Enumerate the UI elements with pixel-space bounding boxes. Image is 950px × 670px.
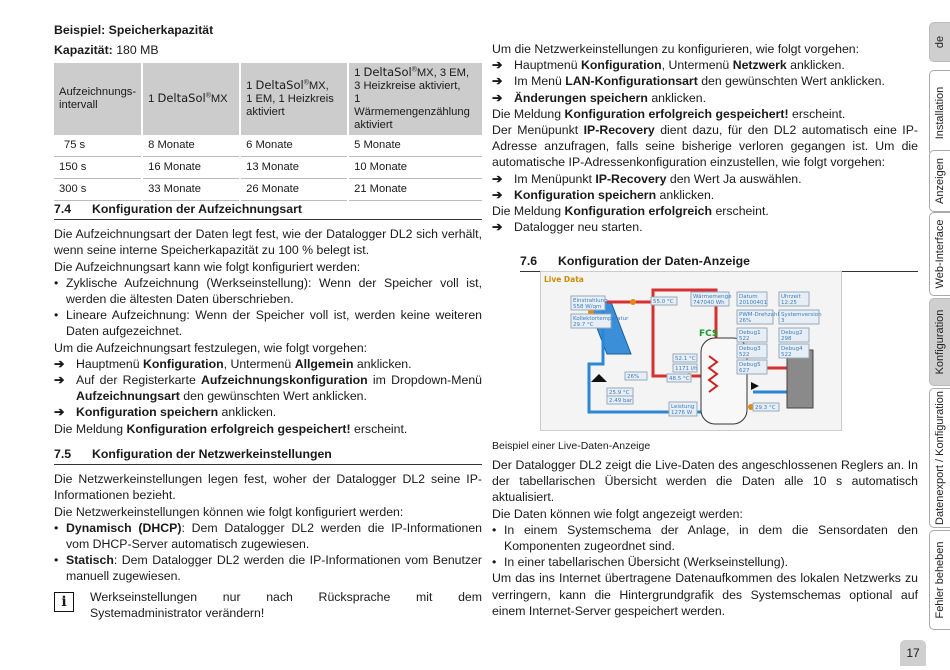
tab-anzeigen[interactable]: Anzeigen	[929, 150, 950, 212]
capacity-line: Kapazität: 180 MB	[54, 43, 159, 58]
list-item: • Zyklische Aufzeichnung (Werkseinstellung): Wenn der Speicher voll ist, werden die ältesten Daten überschrieben.	[54, 275, 482, 307]
arrow-icon: ➔	[492, 90, 503, 105]
svg-text:Systemversion: Systemversion	[781, 312, 822, 318]
step-item: ➔ Hauptmenü Konfiguration, Untermenü Allgemein anklicken.	[54, 356, 412, 371]
step-item: ➔ Konfiguration speichern anklicken.	[492, 187, 715, 202]
svg-text:55.0 °C: 55.0 °C	[653, 299, 674, 305]
tab-konfiguration[interactable]: Konfiguration	[929, 298, 950, 386]
table-row: 75 s 8 Monate 6 Monate 5 Monate	[54, 135, 482, 157]
svg-text:26%: 26%	[739, 318, 752, 324]
tab-installation[interactable]: Installation	[929, 70, 950, 156]
section-7-6-body: Der Datalogger DL2 zeigt die Live-Daten des angeschlossenen Reglers an. In der tabellarischen Übersicht werden die Daten alle 10 s automatisch aktualisiert. Die Daten können wie folgt angezeigt werden: • In einem Systemschema der Anlage, in dem die Sensordaten den Komponenten zugeordnet sind. • In einer tabellarischen Übersicht (Werkseinstellung). Um das ins Internet übertragene Datenaufkommen des lokalen Netzwerks zu verringern, kann die Hintergrundgrafik des Systemschemas optional auf einem Internet-Server gespeichert werden.	[492, 458, 918, 618]
chapter-tabs	[929, 0, 950, 670]
list-item: • In einer tabellarischen Übersicht (Werkseinstellung).	[492, 555, 789, 570]
svg-text:298: 298	[781, 336, 792, 342]
svg-text:Datum: Datum	[739, 294, 758, 300]
svg-text:20100401: 20100401	[739, 300, 767, 306]
svg-text:48.5 °C: 48.5 °C	[669, 376, 690, 382]
section-heading: 7.6 Konfiguration der Daten-Anzeige	[520, 253, 918, 272]
svg-text:Debug3: Debug3	[739, 346, 761, 352]
arrow-icon: ➔	[492, 74, 503, 89]
page-number: 17	[900, 640, 926, 666]
step-item: ➔ Auf der Registerkarte Aufzeichnungskonfiguration im Dropdown-Menü Aufzeichnungsart den gewünschten Wert anklicken.	[54, 373, 482, 404]
table-header-interval: Aufzeichnungs-intervall	[54, 63, 141, 135]
svg-text:Debug5: Debug5	[739, 362, 761, 368]
arrow-icon: ➔	[54, 373, 65, 388]
arrow-icon: ➔	[492, 171, 503, 186]
live-data-figure	[540, 271, 842, 431]
step-item: ➔ Im Menüpunkt IP-Recovery den Wert Ja auswählen.	[492, 171, 802, 186]
arrow-icon: ➔	[492, 220, 503, 235]
tab-datenexport[interactable]: Datenexport / Konfiguration	[929, 388, 950, 528]
list-item: • Lineare Aufzeichnung: Wenn der Speicher voll ist, werden keine weiteren Daten aufgezeichnet.	[54, 308, 482, 339]
list-item: • Dynamisch (DHCP): Dem Datalogger DL2 werden die IP-Informationen vom DHCP-Server automatisch zugewiesen.	[54, 520, 482, 552]
svg-text:522: 522	[739, 336, 750, 342]
sensor-dot	[630, 299, 636, 305]
svg-text:PWM-Drehzahl: PWM-Drehzahl	[739, 312, 780, 318]
pump-right-icon	[751, 382, 759, 390]
step-item: ➔ Konfiguration speichern anklicken.	[54, 405, 277, 420]
svg-text:Wärmemenge: Wärmemenge	[693, 294, 732, 300]
svg-text:1171 l/h: 1171 l/h	[675, 366, 698, 372]
table-row: 150 s 16 Monate 13 Monate 10 Monate	[54, 157, 482, 179]
svg-text:29.3 °C: 29.3 °C	[755, 405, 776, 411]
svg-text:Einstrahlung: Einstrahlung	[573, 298, 608, 304]
svg-text:558 W/qm: 558 W/qm	[573, 304, 602, 310]
svg-text:627: 627	[739, 368, 750, 374]
svg-text:3: 3	[781, 318, 785, 324]
list-item: • Statisch: Dem Datalogger DL2 werden die IP-Informationen vom Benutzer manuell zugewiesen.	[54, 553, 482, 584]
section-7-6-heading-wrap	[520, 253, 918, 272]
tab-web-interface[interactable]: Web-Interface	[929, 212, 950, 296]
figure-caption: Beispiel einer Live-Daten-Anzeige	[492, 440, 651, 452]
table-row: 300 s 33 Monate 26 Monate 21 Monate	[54, 179, 482, 201]
arrow-icon: ➔	[492, 58, 503, 73]
arrow-icon: ➔	[492, 187, 503, 202]
table-header-mx: 1 DeltaSol®MX	[143, 63, 239, 135]
svg-text:Kollektortemperatur: Kollektortemperatur	[573, 316, 629, 322]
svg-text:1276 W: 1276 W	[671, 410, 693, 416]
svg-text:12:25: 12:25	[781, 300, 797, 306]
tab-de[interactable]: de	[929, 22, 950, 62]
svg-text:Debug2: Debug2	[781, 330, 803, 336]
svg-text:Debug1: Debug1	[739, 330, 761, 336]
section-heading: 7.5 Konfiguration der Netzwerkeinstellungen	[54, 446, 482, 465]
svg-text:52.1 °C: 52.1 °C	[675, 356, 696, 362]
section-7-4: 7.4 Konfiguration der Aufzeichnungsart Die Aufzeichnungsart der Daten legt fest, wie der Datalogger DL2 sich verhält, wenn seine interne Speicherkapazität zu 100 % belegt ist. Die Aufzeichnungsart kann wie folgt konfiguriert werden: • Zyklische Aufzeichnung (Werkseinstellung): Wenn der Speicher voll ist, werden die ältesten Daten überschrieben. • Lineare Aufzeichnung: Wenn der Speicher voll ist, werden keine weiteren Daten aufgezeichnet. Um die Aufzeichnungsart festzulegen, wie folgt vorgehen: ➔ Hauptmenü Konfiguration, Untermenü Allgemein anklicken. ➔ Auf der Registerkarte Aufzeichnungskonfiguration im Dropdown-Menü Aufzeichnungsart den gewünschten Wert anklicken. ➔ Konfiguration speichern anklicken. Die Meldung Konfiguration erfolgreich gespeichert! erscheint.	[54, 202, 482, 436]
storage-example-title: Beispiel: Speicherkapazität	[54, 23, 214, 37]
svg-text:522: 522	[739, 352, 750, 358]
tab-fehler-beheben[interactable]: Fehler beheben	[929, 530, 950, 630]
svg-text:Debug4: Debug4	[781, 346, 803, 352]
section-heading: 7.4 Konfiguration der Aufzeichnungsart	[54, 201, 482, 220]
svg-text:Uhrzeit: Uhrzeit	[781, 294, 801, 300]
step-item: ➔ Im Menü LAN-Konfigurationsart den gewünschten Wert anklicken.	[492, 74, 885, 89]
capacity-table	[52, 63, 484, 201]
step-item: ➔ Änderungen speichern anklicken.	[492, 90, 707, 105]
svg-text:26%: 26%	[627, 374, 640, 380]
table-header-row	[54, 63, 482, 135]
step-item: ➔ Datalogger neu starten.	[492, 220, 643, 235]
pump-icon	[591, 374, 607, 382]
table-header-mx-em: 1 DeltaSol®MX, 1 EM, 1 Heizkreis aktiviert	[241, 63, 347, 135]
section-7-5: 7.5 Konfiguration der Netzwerkeinstellungen Die Netzwerkeinstellungen legen fest, woher der Datalogger DL2 seine IP-Informationen bezieht. Die Netzwerkeinstellungen können wie folgt konfiguriert werden: • Dynamisch (DHCP): Dem Datalogger DL2 werden die IP-Informationen vom DHCP-Server automatisch zugewiesen. • Statisch: Dem Datalogger DL2 werden die IP-Informationen vom Benutzer manuell zugewiesen. i Werkseinstellungen nur nach Rücksprache mit dem Systemadministrator verändern!	[54, 447, 482, 620]
svg-text:522: 522	[781, 352, 792, 358]
figure-title: Live Data	[544, 275, 584, 284]
svg-text:29.7 °C: 29.7 °C	[573, 322, 594, 328]
svg-text:2.49 bar: 2.49 bar	[609, 398, 633, 404]
svg-text:747040 Wh: 747040 Wh	[693, 300, 725, 306]
table-header-mx-3em: 1 DeltaSol®MX, 3 EM, 3 Heizkreise aktiviert, 1 Wärmemengenzählung aktiviert	[349, 63, 482, 135]
info-icon: i	[54, 592, 74, 612]
svg-text:Leistung: Leistung	[671, 404, 695, 410]
boiler	[787, 350, 813, 408]
arrow-icon: ➔	[54, 356, 65, 371]
list-item: • In einem Systemschema der Anlage, in dem die Sensordaten den Komponenten zugeordnet sind.	[492, 522, 918, 554]
fcs-label: FCS	[699, 329, 719, 339]
arrow-icon: ➔	[54, 405, 65, 420]
info-note: i Werkseinstellungen nur nach Rücksprache mit dem Systemadministrator verändern!	[54, 589, 482, 621]
step-item: ➔ Hauptmenü Konfiguration, Untermenü Netzwerk anklicken.	[492, 58, 845, 73]
svg-text:25.9 °C: 25.9 °C	[609, 390, 630, 396]
